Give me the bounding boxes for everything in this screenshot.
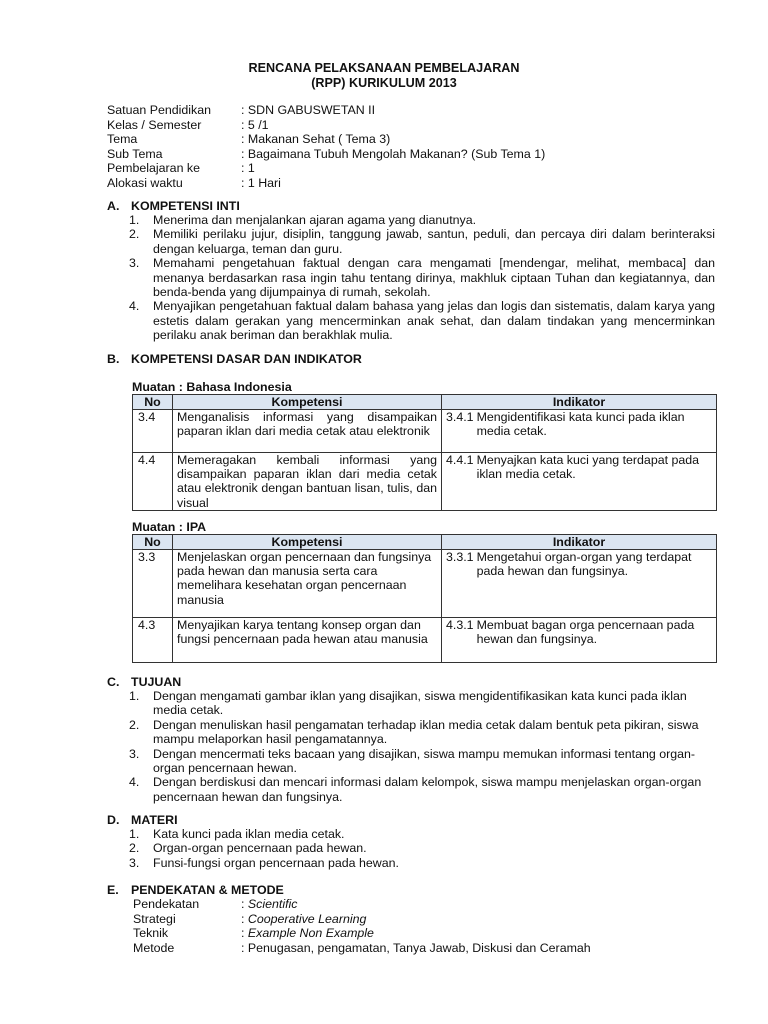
list-item (107, 299, 715, 342)
list-item (107, 256, 715, 299)
list-number: 4. (129, 299, 140, 314)
cell-no: 4.4 (133, 453, 173, 511)
metode-value: Penugasan, pengamatan, Tanya Jawab, Diskusi dan Ceramah (247, 940, 591, 955)
info-row (107, 176, 545, 191)
list-text: Menyajikan pengetahuan faktual dalam bahasa yang jelas dan logis dan sistematis, dalam karya yang estetis dalam gerakan yang mencerminkan anak sehat, dan dalam tindakan yang mencerminkan perilaku anak beriman dan berakhlak mulia. (153, 299, 715, 343)
list-item (107, 227, 715, 256)
table-row (133, 410, 717, 453)
header-no: No (133, 535, 173, 550)
info-value: : SDN GABUSWETAN II (241, 103, 376, 117)
section-letter: A. (107, 199, 120, 213)
info-label: Tema (107, 132, 138, 147)
list-text: Kata kunci pada iklan media cetak. (153, 827, 345, 841)
metode-row (133, 912, 591, 927)
list-item (107, 718, 715, 747)
section-title: KOMPETENSI DASAR DAN INDIKATOR (131, 352, 362, 366)
tujuan-list (107, 689, 715, 804)
title-line-1: RENCANA PELAKSANAAN PEMBELAJARAN (248, 61, 520, 75)
cell-indikator (442, 550, 717, 618)
list-text: Organ-organ pencernaan pada hewan. (153, 841, 367, 856)
cell-indikator (442, 410, 717, 453)
list-text: Memahami pengetahuan faktual dengan cara mengamati [mendengar, melihat, membaca] dan menanya berdasarkan rasa ingin tahu tentang dirinya, makhluk ciptaan Tuhan dan kegiatannya, dan benda-benda yang dijumpainya di rumah, sekolah. (153, 256, 715, 300)
list-number: 3. (129, 855, 140, 870)
list-item (107, 213, 715, 227)
list-item (107, 827, 715, 841)
metode-label: Strategi (133, 911, 176, 926)
header-indikator: Indikator (442, 535, 717, 550)
indikator-code: 3.3.1 (446, 550, 474, 564)
indikator-text: Menyajkan kata kuci yang terdapat pada iklan media cetak. (476, 453, 700, 482)
list-number: 3. (129, 746, 140, 761)
list-text: Funsi-fungsi organ pencernaan pada hewan. (153, 855, 399, 870)
info-value: : 5 /1 (241, 117, 269, 132)
cell-kompetensi: Menyajikan karya tentang konsep organ dan fungsi pencernaan pada hewan atau manusia (173, 618, 442, 663)
info-label: Sub Tema (107, 146, 163, 161)
section-c-heading (107, 675, 181, 689)
info-row (107, 103, 545, 118)
table-row (133, 618, 717, 663)
metode-prefix: : (241, 926, 248, 941)
document-title (0, 61, 768, 91)
section-e-heading (107, 883, 284, 897)
cell-indikator (442, 453, 717, 511)
section-d-heading (107, 813, 178, 827)
table-row (133, 550, 717, 618)
list-number: 2. (129, 227, 140, 242)
identity-block (107, 103, 545, 191)
section-letter: D. (107, 813, 120, 827)
metode-row (133, 941, 591, 956)
cell-kompetensi: Menjelaskan organ pencernaan dan fungsinya pada hewan dan manusia serta cara memelihara kesehatan organ pencernaan manusia (173, 550, 442, 618)
section-letter: B. (107, 352, 120, 366)
cell-kompetensi: Memeragakan kembali informasi yang disampaikan paparan iklan dari media cetak atau elektronik dengan bantuan lisan, tulis, dan visual (173, 453, 442, 511)
section-title: PENDEKATAN & METODE (131, 883, 284, 897)
title-line-2: (RPP) KURIKULUM 2013 (311, 76, 457, 90)
metode-value: Scientific (247, 897, 298, 911)
header-kompetensi: Kompetensi (173, 535, 442, 550)
indikator-text: Mengidentifikasi kata kunci pada iklan media cetak. (476, 410, 685, 439)
metode-label: Metode (133, 940, 175, 955)
list-number: 1. (129, 827, 140, 841)
list-item (107, 747, 715, 776)
info-value: : 1 (241, 161, 255, 176)
list-text: Menerima dan menjalankan ajaran agama yang dianutnya. (153, 213, 477, 227)
section-title: MATERI (131, 813, 178, 827)
header-indikator: Indikator (442, 395, 717, 410)
metode-label: Teknik (133, 926, 169, 941)
list-number: 3. (129, 256, 140, 271)
list-number: 1. (129, 213, 140, 227)
muatan-ipa-label: Muatan : IPA (132, 520, 207, 534)
metode-prefix: : (241, 940, 248, 955)
metode-value: Cooperative Learning (247, 911, 367, 926)
section-letter: E. (107, 883, 119, 897)
info-value: : 1 Hari (241, 175, 281, 190)
list-text: Dengan menuliskan hasil pengamatan terhadap iklan media cetak dalam bentuk peta pikiran, siswa mampu melaporkan hasil pengamatannya. (153, 717, 699, 747)
materi-list (107, 827, 715, 870)
info-value: : Makanan Sehat ( Tema 3) (241, 132, 391, 147)
header-no: No (133, 395, 173, 410)
header-kompetensi: Kompetensi (173, 395, 442, 410)
metode-value: Example Non Example (247, 926, 374, 941)
list-number: 4. (129, 775, 140, 790)
table-row (133, 453, 717, 511)
info-label: Kelas / Semester (107, 117, 202, 132)
info-row (107, 147, 545, 162)
indikator-code: 4.4.1 (446, 453, 474, 467)
muatan-bahasa-indonesia-label: Muatan : Bahasa Indonesia (132, 380, 292, 394)
info-row (107, 118, 545, 133)
table-header-row (133, 535, 717, 550)
info-value: : Bagaimana Tubuh Mengolah Makanan? (Sub Tema 1) (241, 146, 546, 161)
list-item (107, 775, 715, 804)
cell-indikator (442, 618, 717, 663)
kd-table-ipa (132, 534, 717, 663)
info-label: Satuan Pendidikan (107, 103, 212, 117)
indikator-code: 4.3.1 (446, 618, 474, 632)
list-item (107, 856, 715, 870)
section-title: TUJUAN (131, 675, 182, 689)
list-text: Dengan berdiskusi dan mencari informasi dalam kelompok, siswa mampu menjelaskan organ-organ pencernaan hewan dan fungsinya. (153, 775, 702, 804)
section-a-heading (107, 199, 240, 213)
list-number: 2. (129, 841, 140, 856)
list-number: 1. (129, 689, 140, 703)
indikator-code: 3.4.1 (446, 410, 474, 424)
list-text: Dengan mencermati teks bacaan yang disajikan, siswa mampu memukan informasi tentang organ-organ pencernaan hewan. (153, 746, 696, 776)
section-title: KOMPETENSI INTI (131, 199, 240, 213)
indikator-text: Membuat bagan orga pencernaan pada hewan dan fungsinya. (476, 618, 695, 647)
info-label: Alokasi waktu (107, 175, 183, 190)
metode-row (133, 897, 591, 912)
info-row (107, 161, 545, 176)
metode-label: Pendekatan (133, 897, 200, 911)
info-row (107, 132, 545, 147)
cell-no: 3.4 (133, 410, 173, 453)
kd-table-bahasa-indonesia (132, 394, 717, 511)
table-header-row (133, 395, 717, 410)
metode-block (133, 897, 591, 955)
list-number: 2. (129, 717, 140, 732)
list-text: Dengan mengamati gambar iklan yang disajikan, siswa mengidentifikasikan kata kunci pada iklan media cetak. (153, 689, 687, 718)
cell-no: 4.3 (133, 618, 173, 663)
section-letter: C. (107, 675, 120, 689)
cell-kompetensi: Menganalisis informasi yang disampaikan paparan iklan dari media cetak atau elektronik (173, 410, 442, 453)
list-text: Memiliki perilaku jujur, disiplin, tanggung jawab, santun, peduli, dan percaya diri dalam berinteraksi dengan keluarga, teman dan guru. (153, 227, 715, 256)
metode-prefix: : (241, 911, 248, 926)
list-item (107, 689, 715, 718)
metode-prefix: : (241, 897, 248, 911)
info-label: Pembelajaran ke (107, 161, 200, 176)
cell-no: 3.3 (133, 550, 173, 618)
list-item (107, 841, 715, 855)
section-b-heading (107, 352, 362, 366)
kompetensi-inti-list (107, 213, 715, 343)
indikator-text: Mengetahui organ-organ yang terdapat pada hewan dan fungsinya. (476, 550, 692, 579)
metode-row (133, 926, 591, 941)
